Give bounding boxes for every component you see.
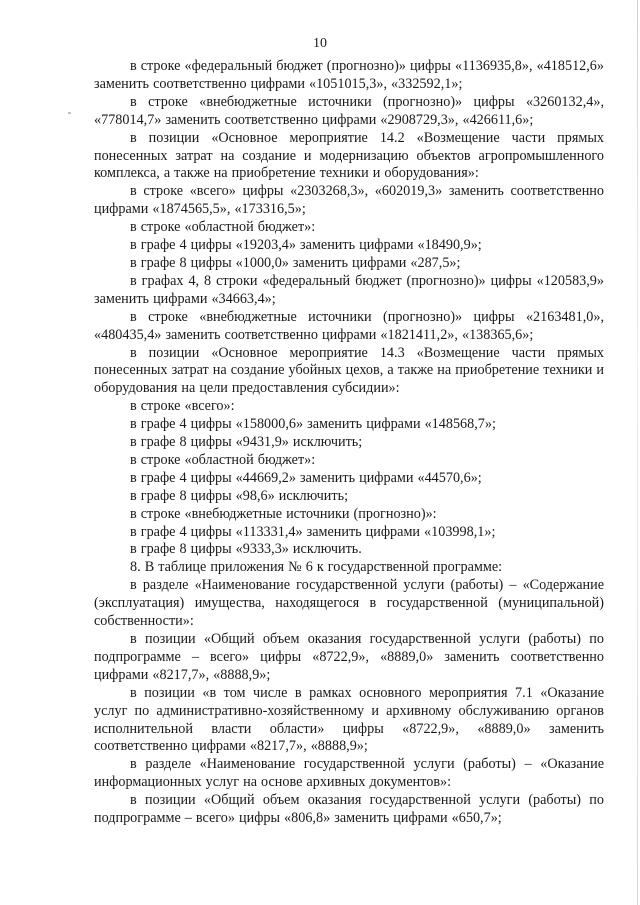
- paragraph: в строке «областной бюджет»:: [130, 451, 316, 468]
- paragraph: в строке «всего»:: [130, 398, 235, 415]
- paragraph: в строке «всего» цифры «2303268,3», «602019,3» заменить соответственно цифрами «1874565,5», «173316,5»;: [94, 183, 604, 218]
- paragraph: в строке «внебюджетные источники (прогнозно)»:: [130, 505, 437, 522]
- paragraph: в позиции «Общий объем оказания государственной услуги (работы) по подпрограмме – всего» цифры «8722,9», «8889,0» заменить соответственно цифрами «8217,7», «8888,9»;: [94, 631, 604, 683]
- paragraph: в графе 4 цифры «158000,6» заменить цифрами «148568,7»;: [130, 416, 496, 433]
- paragraph: в позиции «Основное мероприятие 14.3 «Возмещение части прямых понесенных затрат на создание убойных цехов, а также на приобретение техники и оборудования на цели предоставления субсидии»:: [94, 344, 604, 397]
- scan-mark: [68, 112, 71, 114]
- paragraph: в позиции «Основное мероприятие 14.2 «Возмещение части прямых понесенных затрат на создание и модернизацию объектов агропромышленного комплекса, а также на приобретение техники и оборудования»:: [94, 129, 604, 182]
- paragraph: в графе 8 цифры «9333,3» исключить.: [130, 541, 362, 558]
- paragraph: в графе 4 цифры «113331,4» заменить цифрами «103998,1»;: [130, 523, 496, 540]
- paragraph: в позиции «в том числе в рамках основного мероприятия 7.1 «Оказание услуг по административно-хозяйственному и архивному обслуживанию органов исполнительной власти области» цифры «8722,9», «8889,0» заменить соответственно цифрами «8217,7», «8888,9»;: [94, 684, 604, 755]
- paragraph: в строке «внебюджетные источники (прогнозно)» цифры «2163481,0», «480435,4» заменить соответственно цифрами «1821411,2», «138365,6»;: [94, 308, 604, 343]
- paragraph: 8. В таблице приложения № 6 к государственной программе:: [130, 559, 503, 576]
- paragraph: в позиции «Общий объем оказания государственной услуги (работы) по подпрограмме – всего» цифры «806,8» заменить цифрами «650,7»;: [94, 792, 604, 827]
- paragraph: в графе 4 цифры «19203,4» заменить цифрами «18490,9»;: [130, 237, 482, 254]
- paragraph: в разделе «Наименование государственной услуги (работы) – «Содержание (эксплуатация) имущества, находящегося в государственной (муниципальной) собственности»:: [94, 577, 604, 630]
- paragraph: в строке «областной бюджет»:: [130, 219, 316, 236]
- document-body: [94, 58, 604, 828]
- paragraph: в строке «внебюджетные источники (прогнозно)» цифры «3260132,4», «778014,7» заменить соответственно цифрами «2908729,3», «426611,6»;: [94, 93, 604, 128]
- page-number: 10: [313, 36, 327, 51]
- paragraph: в графах 4, 8 строки «федеральный бюджет (прогнозно)» цифры «120583,9» заменить цифрами «34663,4»;: [94, 272, 604, 307]
- paragraph: в строке «федеральный бюджет (прогнозно)» цифры «1136935,8», «418512,6» заменить соответственно цифрами «1051015,3», «332592,1»;: [94, 58, 604, 92]
- scan-edge: [637, 0, 638, 905]
- paragraph: в графе 4 цифры «44669,2» заменить цифрами «44570,6»;: [130, 469, 482, 486]
- paragraph: в графе 8 цифры «98,6» исключить;: [130, 487, 349, 504]
- paragraph: в графе 8 цифры «9431,9» исключить;: [130, 434, 363, 451]
- paragraph: в графе 8 цифры «1000,0» заменить цифрами «287,5»;: [130, 254, 461, 271]
- paragraph: в разделе «Наименование государственной услуги (работы) – «Оказание информационных услуг на основе архивных документов»:: [94, 756, 604, 791]
